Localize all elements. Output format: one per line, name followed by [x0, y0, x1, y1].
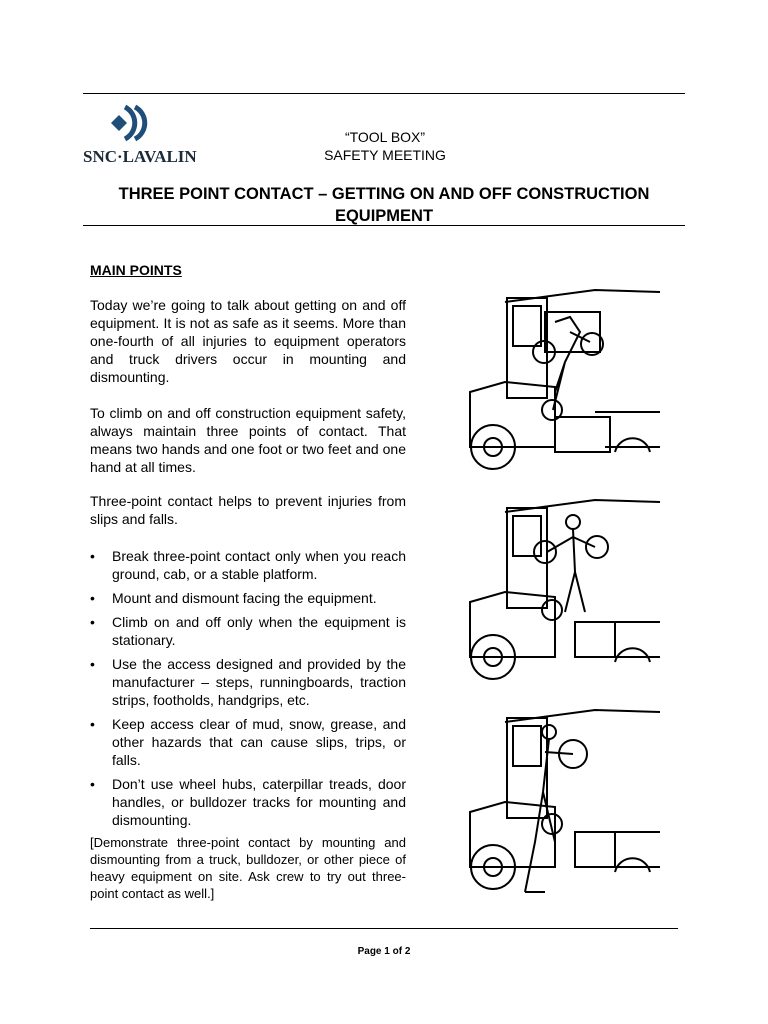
paragraph-three-points: To climb on and off construction equipment safety, always maintain three points of contact. That means two hands and one foot or two feet and one hand at all times.: [90, 405, 406, 475]
title-line-1: THREE POINT CONTACT – GETTING ON AND OFF CONSTRUCTION: [118, 185, 650, 203]
meeting-label: [300, 128, 470, 164]
bullet-icon: •: [90, 548, 95, 564]
logo-mark-icon: [107, 103, 155, 143]
bullet-item: [90, 655, 406, 709]
bullet-icon: •: [90, 590, 95, 606]
truck-climbing-icon: [470, 290, 660, 469]
title-line-2: EQUIPMENT: [334, 207, 434, 225]
bullet-text: Climb on and off only when the equipment is stationary.: [112, 614, 406, 648]
main-points-heading: MAIN POINTS: [90, 262, 182, 278]
bullet-icon: •: [90, 656, 95, 672]
title-rule: [83, 225, 685, 226]
bullet-text: Use the access designed and provided by the manufacturer – steps, runningboards, traction strips, footholds, handgrips, etc.: [112, 656, 406, 708]
bullet-text: Don’t use wheel hubs, caterpillar treads, door handles, or bulldozer tracks for mounting and dismounting.: [112, 776, 406, 828]
truck-climbing-icon: [470, 710, 660, 892]
top-rule: [83, 93, 685, 94]
bullet-item: [90, 715, 406, 769]
meeting-line-1: “TOOL BOX”: [344, 129, 426, 145]
company-logo: [83, 103, 218, 169]
bullet-text: Mount and dismount facing the equipment.: [112, 590, 377, 606]
bullet-icon: •: [90, 716, 95, 732]
bullet-item: [90, 589, 406, 607]
paragraph-intro: Today we’re going to talk about getting on and off equipment. It is not as safe as it seems. More than one-fourth of all injuries to equipment operators and truck drivers occur in mounting and dismounting.: [90, 297, 406, 385]
bullet-item: [90, 547, 406, 583]
page-number: Page 1 of 2: [357, 946, 411, 957]
three-point-contact-illustration: [445, 272, 685, 912]
truck-climbing-icon: [470, 500, 660, 679]
logo-text: SNC·LAVALIN: [83, 147, 197, 166]
bullet-icon: •: [90, 776, 95, 792]
safety-bullet-list: [90, 547, 406, 835]
meeting-line-2: SAFETY MEETING: [324, 147, 446, 163]
bullet-item: [90, 775, 406, 829]
document-title: [83, 183, 685, 227]
bullet-item: [90, 613, 406, 649]
bullet-icon: •: [90, 614, 95, 630]
bullet-text: Keep access clear of mud, snow, grease, and other hazards that can cause slips, trips, or falls.: [112, 716, 406, 768]
footer-rule: [90, 928, 678, 929]
bullet-text: Break three-point contact only when you reach ground, cab, or a stable platform.: [112, 548, 406, 582]
demonstration-note: [Demonstrate three-point contact by mounting and dismounting from a truck, bulldozer, or other piece of heavy equipment on site. Ask crew to try out three-point contact as well.]: [90, 835, 406, 901]
paragraph-prevention: Three-point contact helps to prevent injuries from slips and falls.: [90, 493, 406, 527]
